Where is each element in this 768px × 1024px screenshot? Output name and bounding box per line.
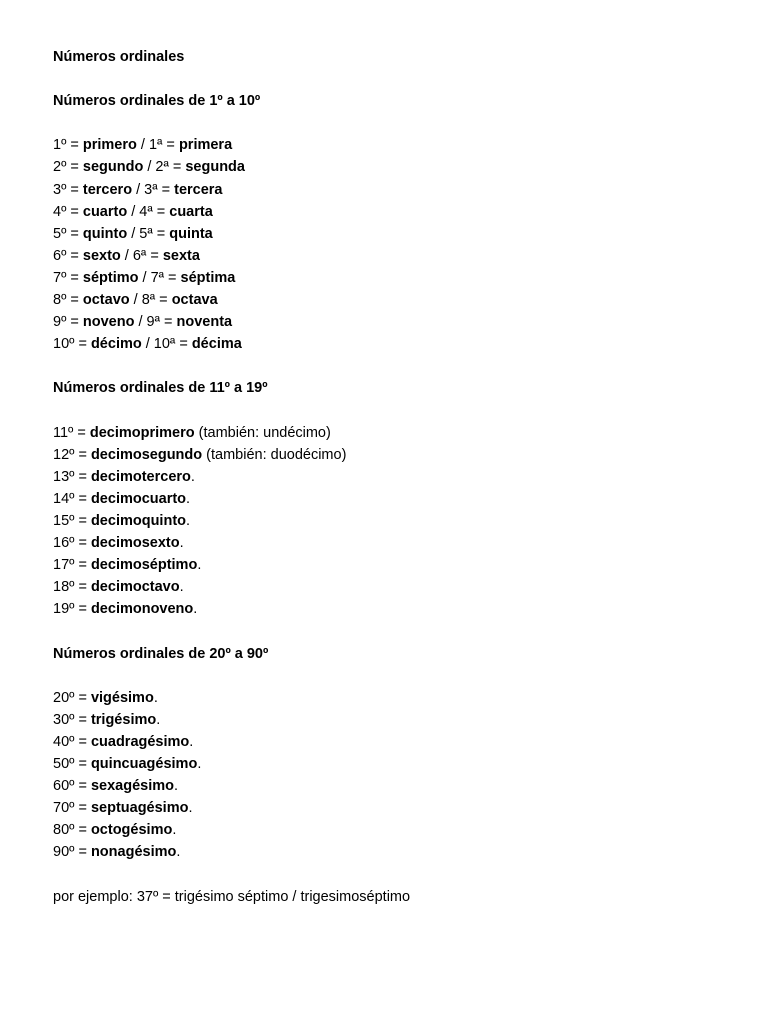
separator-text: / 5ª = [127,225,170,242]
ordinal-number: 90º = [53,844,91,861]
ordinal-number: 4º = [53,203,83,220]
ordinal-word: decimoquinto [90,512,187,529]
list-item [53,201,733,223]
spacer [53,620,733,642]
list-item [53,223,733,245]
spacer [53,355,733,377]
ordinal-number: 17º = [53,557,91,574]
ordinal-word: octavo [82,292,130,309]
separator-text: / 10ª = [141,336,192,353]
list-item [53,245,733,267]
ordinal-number: 18º = [53,579,91,596]
section-heading-20-90: Números ordinales de 20º a 90º [53,645,269,662]
ordinal-number: 5º = [53,225,83,242]
list-item [53,444,733,466]
separator-text: . [186,512,191,529]
list-item [53,797,733,819]
ordinal-word: octogésimo [90,822,173,839]
document-title: Números ordinales [53,49,185,65]
example-line: por ejemplo: 37º = trigésimo séptimo / trigesimoséptimo [53,888,411,905]
separator-text: . [197,557,202,574]
list-item [53,819,733,841]
separator-text: / 7ª = [138,269,181,286]
ordinal-word: noveno [82,314,135,331]
separator-text: / 3ª = [132,181,175,198]
ordinal-word: tercero [82,181,133,198]
separator-text: / 4ª = [127,203,170,220]
ordinal-number: 13º = [53,468,91,485]
separator-text: . [153,689,158,706]
ordinal-word-feminine: tercera [174,181,223,198]
list-item [53,466,733,488]
ordinal-word-feminine: séptima [180,269,236,286]
separator-text: / 8ª = [129,292,172,309]
ordinal-word: decimosegundo [90,446,203,463]
separator-text: . [173,778,179,795]
separator-text: / 1ª = [136,137,179,154]
ordinal-word: segundo [82,159,144,176]
separator-text: . [176,844,181,861]
list-item [53,709,733,731]
list-item [53,289,733,311]
list-item [53,333,733,355]
ordinal-number: 3º = [53,181,83,198]
list-item [53,179,733,201]
ordinal-number: 20º = [53,689,91,706]
separator-text: / 9ª = [134,314,177,331]
ordinal-word: decimoctavo [90,579,180,596]
spacer [53,863,733,885]
ordinal-number: 16º = [53,535,91,552]
separator-text: . [156,711,161,728]
ordinal-word-feminine: décima [191,336,242,353]
ordinal-word-feminine: quinta [169,225,213,242]
list-item [53,488,733,510]
separator-text: . [188,800,193,817]
list-item [53,598,733,620]
separator-text: (también: undécimo) [194,424,331,441]
list-item [53,267,733,289]
ordinal-number: 10º = [53,336,91,353]
ordinal-number: 9º = [53,314,83,331]
section-heading-11-19: Números ordinales de 11º a 19º [53,380,268,397]
section-heading-1-10: Números ordinales de 1º a 10º [53,93,261,110]
list-item [53,687,733,709]
ordinal-list-20-90 [53,687,733,864]
spacer [53,400,733,422]
ordinal-word: trigésimo [90,711,157,728]
ordinal-word-feminine: octava [171,292,218,309]
ordinal-number: 2º = [53,159,83,176]
ordinal-word: decimonoveno [90,601,194,618]
separator-text: . [172,822,177,839]
ordinal-word: quincuagésimo [90,756,198,772]
list-item [53,311,733,333]
ordinal-number: 15º = [53,512,91,529]
list-item [53,576,733,598]
list-item [53,775,733,797]
separator-text: . [179,535,184,552]
ordinal-word-feminine: primera [178,137,233,154]
list-item [53,156,733,178]
ordinal-number: 1º = [53,137,83,154]
ordinal-word: cuadragésimo [90,733,190,750]
separator-text: . [193,601,198,618]
ordinal-number: 19º = [53,601,91,618]
separator-text: . [190,468,195,485]
separator-text: / 2ª = [143,159,186,176]
ordinal-number: 12º = [53,446,91,463]
spacer [53,68,733,90]
separator-text: (también: duodécimo) [202,446,347,463]
ordinal-word: septuagésimo [90,800,189,817]
ordinal-list-1-10 [53,134,733,355]
separator-text: . [197,756,202,772]
list-item [53,532,733,554]
list-item [53,510,733,532]
ordinal-word: décimo [90,336,142,353]
separator-text: . [186,490,191,507]
ordinal-word: decimoprimero [89,424,195,441]
spacer [53,665,733,687]
ordinal-number: 11º = [53,424,90,441]
ordinal-word: nonagésimo [90,844,177,861]
ordinal-word-feminine: noventa [176,314,233,331]
spacer [53,112,733,134]
separator-text: . [189,733,194,750]
ordinal-word: sexto [82,247,121,264]
ordinal-word: sexagésimo [90,778,174,795]
ordinal-number: 6º = [53,247,83,264]
list-item [53,731,733,753]
list-item [53,134,733,156]
ordinal-number: 30º = [53,711,91,728]
ordinal-word-feminine: sexta [162,247,200,264]
ordinal-number: 8º = [53,292,83,309]
ordinal-word: primero [82,137,137,154]
ordinal-number: 40º = [53,733,91,750]
ordinal-word-feminine: segunda [185,159,245,176]
list-item [53,753,733,775]
ordinal-word: quinto [82,225,128,242]
ordinal-word: cuarto [82,203,128,220]
list-item [53,841,733,863]
ordinal-number: 80º = [53,822,91,839]
list-item [53,554,733,576]
separator-text: . [179,579,184,596]
ordinal-word: decimosexto [90,535,180,552]
ordinal-word: decimotercero [90,468,191,485]
ordinal-number: 14º = [53,490,91,507]
ordinal-word: vigésimo [90,689,154,706]
ordinal-word-feminine: cuarta [169,203,213,220]
ordinal-number: 60º = [53,778,91,795]
ordinal-number: 70º = [53,800,91,817]
ordinal-list-11-19 [53,422,733,621]
ordinal-word: decimoséptimo [90,557,198,574]
ordinal-word: decimocuarto [90,490,187,507]
ordinal-number: 50º = [53,756,91,772]
ordinal-number: 7º = [53,269,83,286]
document-page [53,46,733,908]
ordinal-word: séptimo [82,269,139,286]
list-item [53,422,733,444]
separator-text: / 6ª = [120,247,163,264]
